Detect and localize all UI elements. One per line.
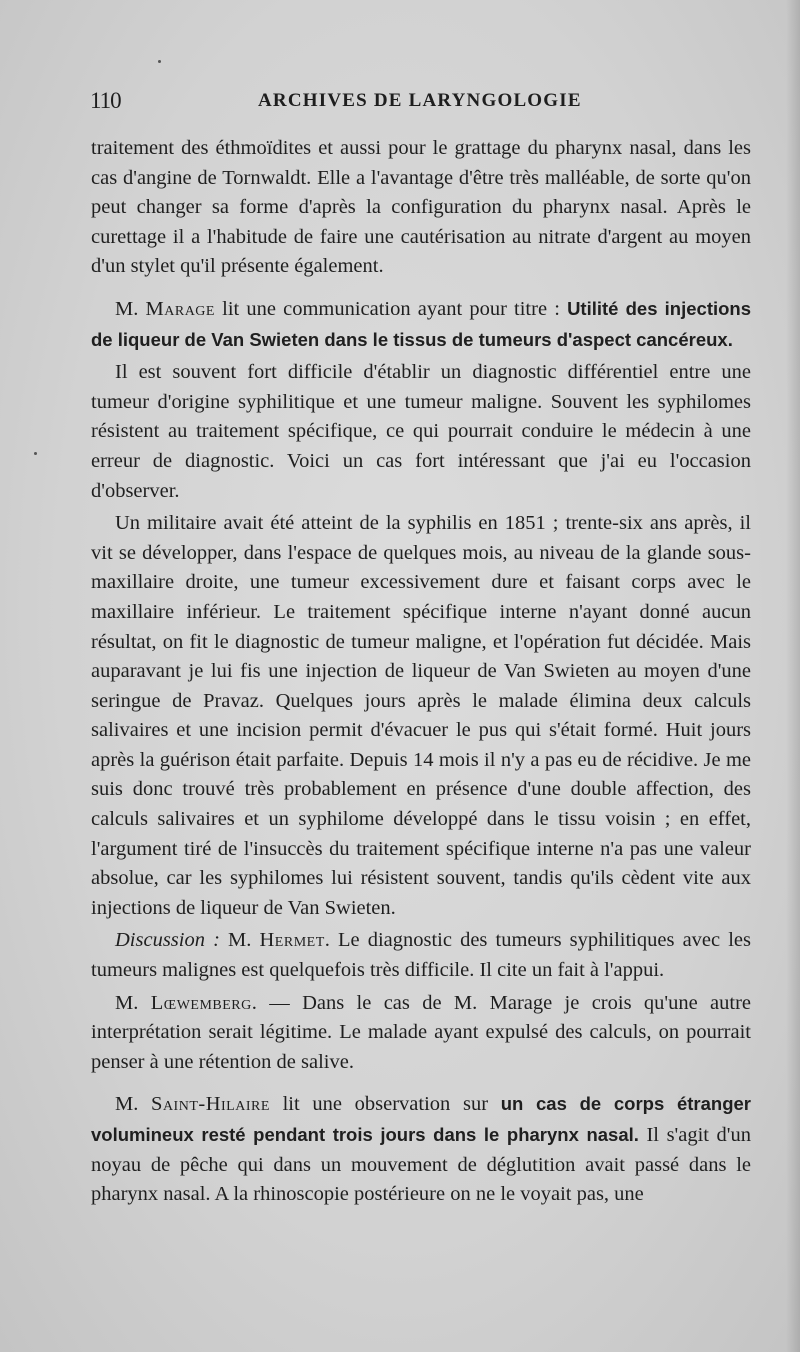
discussion-label: Discussion : [115, 929, 220, 952]
speaker-prefix: M. [115, 991, 139, 1014]
page-edge-shadow [786, 0, 800, 1352]
paragraph-loewemberg [91, 989, 751, 1078]
paragraph-text: . Le diagnostic des tumeurs syphilitiques avec les tumeurs malignes est quelquefois très difficile. Il cite un fait à l'appui. [91, 929, 751, 982]
speck [34, 452, 37, 455]
paragraph-diagnostic: Il est souvent fort difficile d'établir un diagnostic différentiel entre une tumeur d'origine syphilitique et une tumeur maligne. Souvent les syphilomes résistent au traitement spécifique, ce qui pourrait conduire le médecin à une erreur de diagnostic. Voici un cas fort intéressant que j'ai eu l'occasion d'observer. [91, 361, 751, 502]
page-header [90, 88, 750, 118]
speaker-name: Marage [145, 297, 215, 320]
paragraph-text: Il s'agit d'un noyau de pêche qui dans un mouvement de déglutition avait passé dans le pharynx nasal. A la rhinoscopie postérieure on ne le voyait pas, une [91, 1124, 751, 1206]
observation-title: un cas de corps étranger volumineux resté pendant trois jours dans le pharynx nasal. [91, 1093, 751, 1145]
paragraph-case-report: Un militaire avait été atteint de la syphilis en 1851 ; trente-six ans après, il vit se développer, dans l'espace de quelques mois, au niveau de la glande sous-maxillaire droite, une tumeur excessivement dure et faisant corps avec le maxillaire inférieur. Le traitement spécifique interne n'ayant donné aucun résultat, on fit le diagnostic de tumeur maligne, et l'opération fut décidée. Mais auparavant je lui fis une injection de liqueur de Van Swieten au moyen d'une seringue de Pravaz. Quelques jours après le malade élimina deux calculs salivaires et une incision permit d'évacuer le pus qui s'était formé. Huit jours après la guérison était parfaite. Depuis 14 mois il n'y a pas eu de récidive. Je me suis donc trouvé très probablement en présence d'une double affection, des calculs salivaires et un syphilome développé dans le tissu voisin ; en effet, l'argument tiré de l'insuccès du traitement spécifique interne n'a pas une valeur absolue, car les syphilomes lui résistent souvent, tandis qu'ils cèdent vite aux injections de liqueur de Van Swieten. [91, 512, 751, 919]
communication-title: Utilité des injections de liqueur de Van Swieten dans le tissus de tumeurs d'aspect cancéreux. [91, 297, 752, 350]
paragraph-saint-hilaire [91, 1089, 751, 1209]
running-head: ARCHIVES DE LARYNGOLOGIE [258, 90, 582, 111]
speaker-name: Saint-Hilaire [151, 1093, 270, 1116]
page-number: 110 [90, 88, 121, 113]
paragraph-marage [91, 294, 751, 355]
paragraph-text: lit une observation sur [269, 1093, 501, 1116]
body-text [91, 134, 751, 1210]
paragraph-text: lit une communication ayant pour titre : [214, 297, 568, 320]
paragraph-text: . — Dans le cas de M. Marage je crois qu'une autre interprétation serait légitime. Le malade ayant expulsé des calculs, on pourrait penser à une rétention de salive. [91, 991, 752, 1073]
paragraph-continuation: traitement des éthmoïdites et aussi pour le grattage du pharynx nasal, dans les cas d'angine de Tornwaldt. Elle a l'avantage d'être très malléable, de sorte qu'on peut changer sa forme d'après la configuration du pharynx nasal. Après le curettage il a l'habitude de faire une cautérisation au nitrate d'argent au moyen d'un stylet qu'il présente également. [91, 137, 751, 278]
paragraph-discussion [91, 926, 751, 985]
speck [158, 60, 161, 63]
speaker-prefix: M. [219, 929, 252, 952]
speaker-prefix: M. [115, 1093, 139, 1116]
speaker-prefix: M. [115, 297, 139, 320]
speaker-name: Hermet [259, 929, 325, 952]
speaker-name: Lœwemberg [150, 991, 252, 1014]
